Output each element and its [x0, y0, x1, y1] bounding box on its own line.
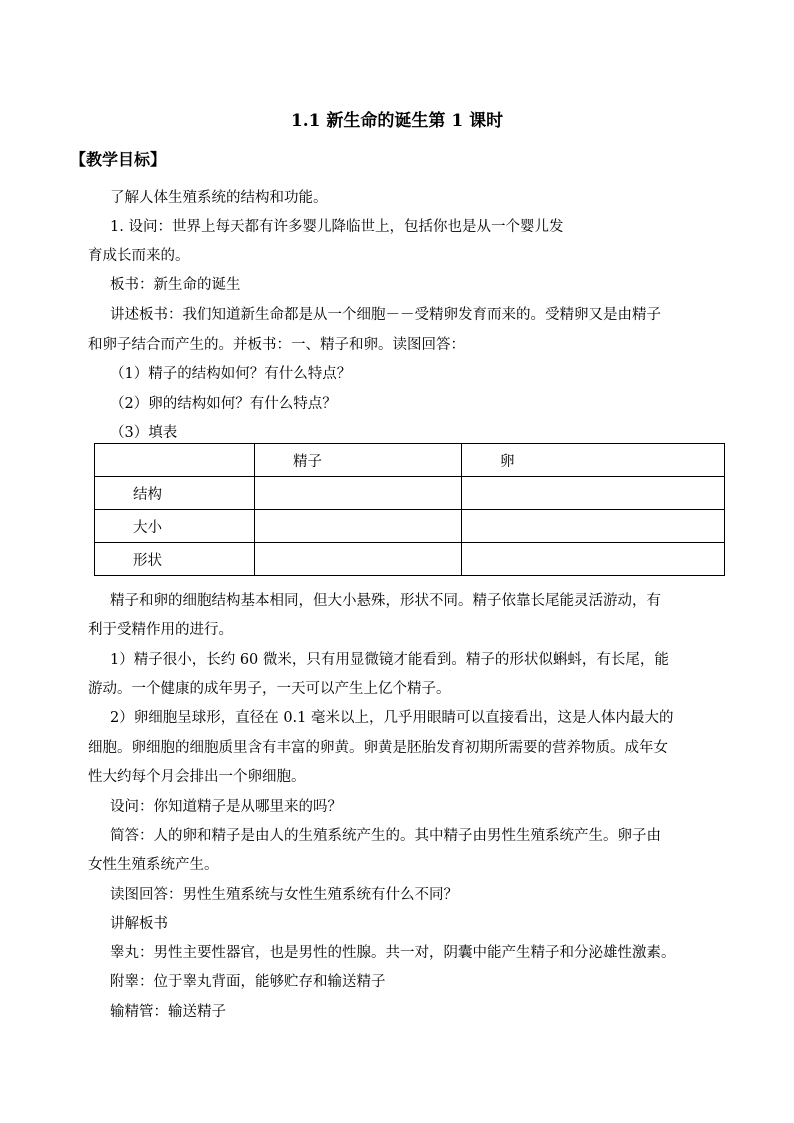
paragraph-line: 1）精子很小，长约 60 微米，只有用显微镜才能看到。精子的形状似蝌蚪，有长尾，能: [110, 652, 669, 668]
table-row: [95, 543, 725, 576]
paragraph-line: （1）精子的结构如何？有什么特点？: [110, 366, 352, 382]
section-heading: 【教学目标】: [70, 150, 167, 169]
table-row-label: 结构: [95, 477, 255, 510]
paragraph-line: 附睾：位于睾丸背面，能够贮存和输送精子: [110, 974, 386, 990]
paragraph-line: 和卵子结合而产生的。并板书：一、精子和卵。读图回答：: [88, 337, 465, 353]
paragraph-line: 板书：新生命的诞生: [110, 277, 241, 293]
paragraph-line: 利于受精作用的进行。: [88, 622, 233, 638]
table-cell: [255, 543, 462, 576]
table-header-cell: 精子: [255, 444, 462, 477]
table-row-label: 形状: [95, 543, 255, 576]
paragraph-line: 1. 设问：世界上每天都有许多婴儿降临世上，包括你也是从一个婴儿发: [110, 219, 564, 235]
paragraph-line: 育成长而来的。: [88, 248, 190, 264]
paragraph-line: 输精管：输送精子: [110, 1004, 226, 1020]
paragraph-line: 精子和卵的细胞结构基本相同，但大小悬殊，形状不同。精子依靠长尾能灵活游动，有: [110, 593, 661, 609]
table-row: [95, 477, 725, 510]
paragraph-line: 睾丸：男性主要性器官，也是男性的性腺。共一对，阴囊中能产生精子和分泌雄性激素。: [110, 945, 676, 961]
table-cell: [255, 477, 462, 510]
table-header-cell: [95, 444, 255, 477]
paragraph-line: 女性生殖系统产生。: [88, 857, 219, 873]
table-row-label: 大小: [95, 510, 255, 543]
paragraph-line: 游动。一个健康的成年男子，一天可以产生上亿个精子。: [88, 681, 451, 697]
table-cell: [462, 477, 725, 510]
paragraph-line: （3）填表: [110, 425, 178, 441]
document-title: 1.1 新生命的诞生第 1 课时: [290, 111, 504, 131]
table-header-row: [95, 444, 725, 477]
table-cell: [462, 510, 725, 543]
paragraph-line: 讲述板书：我们知道新生命都是从一个细胞－－受精卵发育而来的。受精卵又是由精子: [110, 307, 661, 323]
table-header-cell: 卵: [462, 444, 725, 477]
paragraph-line: 读图回答：男性生殖系统与女性生殖系统有什么不同？: [110, 887, 458, 903]
paragraph-line: 细胞。卵细胞的细胞质里含有丰富的卵黄。卵黄是胚胎发育初期所需要的营养物质。成年女: [88, 740, 668, 756]
paragraph-line: 性大约每个月会排出一个卵细胞。: [88, 769, 306, 785]
paragraph-line: 了解人体生殖系统的结构和功能。: [110, 190, 328, 206]
paragraph-line: 简答：人的卵和精子是由人的生殖系统产生的。其中精子由男性生殖系统产生。卵子由: [110, 828, 661, 844]
table-row: [95, 510, 725, 543]
paragraph-line: 讲解板书: [110, 916, 168, 932]
table-cell: [462, 543, 725, 576]
paragraph-line: （2）卵的结构如何？有什么特点？: [110, 396, 337, 412]
fill-in-table: [94, 443, 725, 576]
paragraph-line: 2）卵细胞呈球形，直径在 0.1 毫米以上，几乎用眼睛可以直接看出，这是人体内最大的: [110, 710, 674, 726]
table-cell: [255, 510, 462, 543]
paragraph-line: 设问：你知道精子是从哪里来的吗？: [110, 799, 342, 815]
